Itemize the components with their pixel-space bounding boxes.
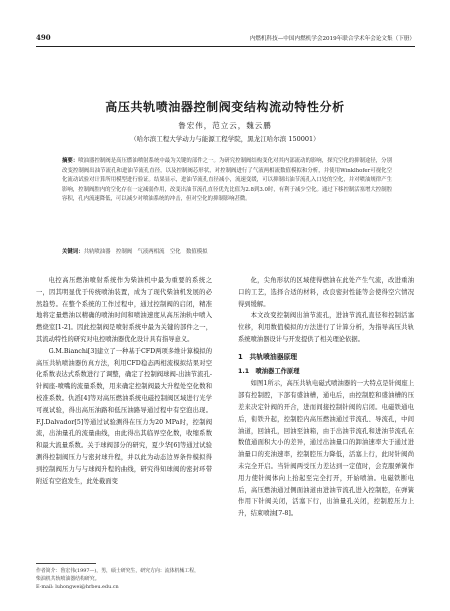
literature-paragraph-cont: 化，尖角形状的区域使得燃油在此处产生气流，改进重油口的工艺，选择合适的材料，改良密封性能等会使得空穴情况得到缓解。 [238, 277, 414, 308]
section-heading: 1 共轨喷油器原理 [238, 352, 298, 361]
abstract-text: 喷油器控制阀是高压燃油喷射系统中最为关键的部件之一。为研究控制阀结构变化对其内部流动的影响，探究空化的抑制途径，分别改变控制阀出油节流孔和进油节流孔直径，以及控制阀芯形状，对控制阀进行了气液两相流数值模拟和分析，并使用Winklhofer可视化空化流动试验对计算所用模型进行验证。结果显示，进油节流孔直径减小，流速变缓，可以抑制出油节流孔入口处的空化，并对喷油规律产生影响，控制阀腔内的空化存在一定减弱作用，改变出油节流孔直径优先比值为2.8到3.0时，有利于减少空化。通过下移控制活塞增大控制腔容积，孔内流速降低，可以减少对喷油系统的冲击，但对空化的抑制影响甚微。 [62, 158, 392, 203]
journal-name: 内燃机科技—中国内燃机学会2019年联合学术年会论文集（下册） [249, 36, 415, 42]
keywords-label: 关键词： [62, 249, 84, 255]
abstract-label: 摘要： [62, 158, 79, 164]
author-list: 鲁宏伟，范立云，魏云鹏 [178, 121, 272, 130]
principle-paragraph: 如图1所示，高压共轨电磁式喷油器的一大特点是针阀座上部有控制腔，下部有盛油槽，通电后，由控制腔和盛油槽的压差来决定针阀的开合，进而间接控制针阀的启闭。电磁铁通电后，衔铁升起，控制腔内高压燃油通过节流孔、导流孔，中间油道，回油孔，回油至油箱，由于出油节流孔和进油节流孔在数值通面积大小的差异，通过出油量口的卸油速率大于通过进油量口的充油速率，控制腔压力降低，活塞上行，此时针阀尚未完全开启。当针阀两受压力差达到一定值时，会克服弹簧作用力使针阀体向上抬起至完全打开，开始喷油。电磁铁断电后，高压燃油通过侧面油道由进油节流孔进入控制腔，在弹簧作用下针阀关闭，活塞下行，出油量孔关闭，控制腔压力上升，结束喷油[7-8]。 [238, 380, 414, 518]
literature-paragraph: G.M.Bianchi[3]建立了一种基于CFD两项多维计算模拟的高压共轨喷油器仿真方法，利用CFD稳态两相流模拟结果对空化系数表达式系数进行了调整，确定了控制阀球阀-出油节流孔-针阀座-喷嘴的流量系数，用来确定控制阀最大升程处空化数和校准系数。仇滔[4]等对高压燃油系统电磁控制阀区域进行光学可视试验，得出高压油路和低压油路导通过程中有空泡出现。F.J.Dalvador[5]等通过试验测得在压力为20 MPa时，控制阀流，出油量孔的流量曲线，由此得出其临界空化数，收缩系数和最大流量系数。关于球阀部分的研究，夏少华[6]等通过试验测得控制阀压力与密封球升程，并以此为动态边界条件模拟得到控制阀压力与与球阀升程的曲线，研究得知球阀的密封环带附近有空泡发生，此处截面变 [36, 347, 212, 485]
footnote-email: E-mail: luhongwei@hrbeu.edu.cn [36, 584, 119, 590]
left-column [36, 275, 212, 487]
keywords [62, 248, 392, 258]
abstract [62, 157, 392, 205]
paper-title: 高压共轨喷油器控制阀变结构流动特性分析 [105, 100, 345, 114]
footnote-line: 柴油机共轨喷油器结构研究。 [36, 576, 100, 582]
keywords-text: 共轨喷油器 控制阀 气液两相流 空化 数值模拟 [83, 249, 208, 255]
footnote-line: 作者简介：鲁宏伟(1997—)，男，硕士研究生，研究方向：流体机械工程， [36, 568, 199, 574]
subsection-heading: 1.1 喷油器工作原理 [238, 367, 300, 375]
scope-paragraph: 本文改变控制阀出油节流孔，进油节流孔直径和控制活塞位移，利用数值模拟的方法进行了计算分析，为指导高压共轨系统喷油器设计与开发提供了相关理论依据。 [238, 312, 414, 343]
page-number: 490 [36, 33, 51, 42]
intro-paragraph: 电控高压燃油喷射系统作为柴油机中最为重要的系统之一，因其明显优于传统喷油装置，成为了现代柴油机发展的必然趋势。在整个系统的工作过程中，通过控制阀的启闭，精准地将定量燃油以精确的喷油时间和喷油速度从高压油轨中喷入燃烧室[1-2]。因此控制阀是喷射系统中最为关键的部件之一，其流动特性的研究对电控喷油器优化设计具有指导意义。 [36, 277, 212, 343]
affiliation: （哈尔滨工程大学动力与能源工程学院，黑龙江哈尔滨 150001） [130, 135, 320, 143]
footnote-rule [36, 563, 96, 564]
footnote [36, 567, 212, 591]
running-header [36, 32, 415, 47]
right-column [238, 275, 414, 520]
